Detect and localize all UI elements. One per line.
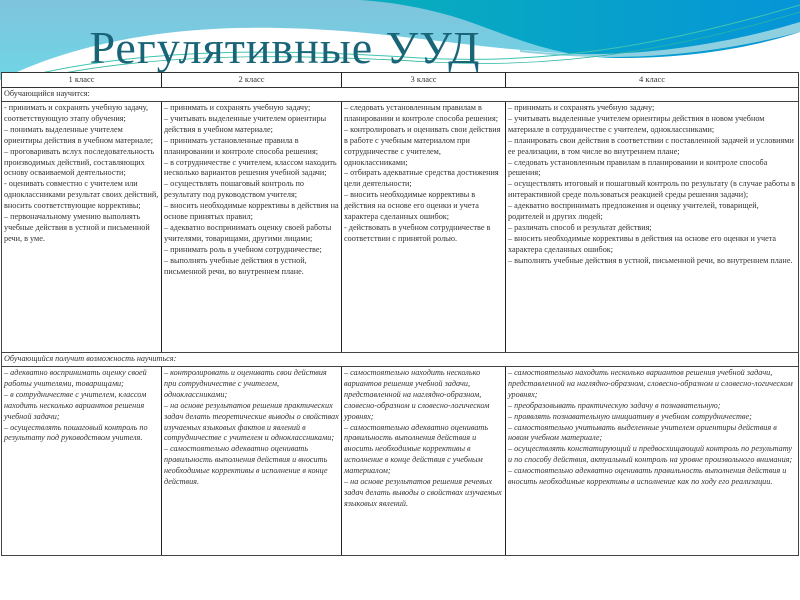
list-item: – самостоятельно адекватно оценивать правильность выполнения действия и вносить необходимые коррективы в исполнение в конце действия.: [164, 444, 328, 487]
uud-table: [1, 72, 799, 556]
list-item: – планировать свои действия в соответствии с поставленной задачей и условиями ее реализации, в том числе во внутреннем плане;: [508, 135, 794, 156]
list-item: – самостоятельно адекватно оценивать правильность выполнения действия и вносить необходимые коррективы в исполнение как по ходу его реализации.: [508, 466, 787, 487]
cell-grade-2: [162, 102, 342, 353]
list-item: – контролировать и оценивать свои действия в работе с учебным материалом при сотрудничестве с учителем, одноклассниками;: [344, 124, 501, 167]
section-heading-row: [2, 88, 799, 102]
list-item: – учитывать выделенные учителем ориентиры действия в новом учебном материале в сотрудничестве с учителем, одноклассниками;: [508, 113, 765, 134]
section-heading-learn: Обучающийся научится:: [2, 88, 799, 102]
section-heading-opportunity: Обучающийся получит возможность научиться:: [2, 353, 799, 367]
list-item: – осуществлять итоговый и пошаговый контроль по результату (в случае работы в интерактивной среде пользоваться реакцией среды решения задачи);: [508, 179, 796, 200]
column-header-1: 1 класс: [2, 73, 162, 88]
list-item: – понимать выделенные учителем ориентиры действия в учебном материале;: [4, 124, 154, 145]
cell-grade-3: [342, 367, 506, 556]
list-item: – принимать и сохранять учебную задачу;: [508, 103, 655, 112]
list-item: – самостоятельно находить несколько вариантов решения учебной задачи, представленной на наглядно-образном, словесно-образном и словесно-логическом уровнях;: [508, 368, 793, 399]
list-item: – проговаривать вслух последовательность производимых действий, составляющих основу осваиваемой деятельности;: [4, 146, 155, 178]
list-item: – выполнять учебные действия в устной, письменной речи, во внутреннем плане.: [164, 255, 307, 276]
list-item: – контролировать и оценивать свои действия при сотрудничестве с учителем, одноклассниками;: [164, 368, 327, 399]
list-item: – в сотрудничестве с учителем, классом находить несколько вариантов решения учебной задачи;: [4, 389, 147, 421]
list-item: – учитывать выделенные учителем ориентиры действия в учебном материале;: [164, 113, 327, 134]
list-item: – на основе результатов решения практических задач делать теоретические выводы о свойствах изучаемых языковых фактов и явлений в сотрудничестве с учителем и одноклассниками;: [164, 400, 339, 443]
table-row: [2, 102, 799, 353]
list-item: – самостоятельно адекватно оценивать правильность выполнения действия и вносить необходимые коррективы в исполнение в конце действия с учебным материалом;: [344, 422, 489, 476]
list-item: – адекватно воспринимать оценку своей работы учителями, товарищами;: [4, 368, 147, 388]
list-item: – выполнять учебные действия в устной, письменной речи, во внутреннем плане.: [508, 255, 793, 265]
column-header-3: 3 класс: [342, 73, 506, 88]
list-item: – вносить необходимые коррективы в действия на основе принятых правил;: [164, 201, 339, 222]
cell-grade-4: [506, 102, 799, 353]
column-header-2: 2 класс: [162, 73, 342, 88]
list-item: – осуществлять констатирующий и предвосхищающий контроль по результату и по способу действия, актуальный контроль на уровне произвольного внимания;: [508, 444, 793, 465]
cell-grade-4: [506, 367, 799, 556]
list-item: – различать способ и результат действия;: [508, 222, 652, 232]
page-title: Регулятивные УУД: [89, 22, 481, 73]
section-heading-row: [2, 353, 799, 367]
list-item: – адекватно воспринимать оценку своей работы учителями, товарищами, другими лицами;: [164, 222, 332, 243]
list-item: – самостоятельно находить несколько вариантов решения учебной задачи, представленной на наглядно-образном, словесно-образном и словесно-логическом уровнях;: [344, 368, 490, 421]
cell-grade-2: [162, 367, 342, 556]
list-item: – следовать установленным правилам в планировании и контроле способа решения;: [508, 157, 768, 178]
list-item: - действовать в учебном сотрудничестве в соответствии с принятой ролью.: [344, 222, 491, 243]
list-item: – вносить необходимые коррективы в действия на основе его оценки и учета характера сделанных ошибок;: [344, 190, 479, 222]
list-item: – осуществлять пошаговый контроль по результату под руководством учителя;: [164, 179, 304, 200]
list-item: – вносить необходимые коррективы в действия на основе его оценки и учета характера сделанных ошибок;: [508, 233, 777, 254]
list-item: – осуществлять пошаговый контроль по результату под руководством учителя.: [4, 422, 148, 443]
list-item: – в сотрудничестве с учителем, классом находить несколько вариантов решения учебной задачи;: [164, 157, 337, 178]
table-header-row: [2, 73, 799, 88]
list-item: – принимать роль в учебном сотрудничестве;: [164, 244, 322, 254]
list-item: – преобразовывать практическую задачу в познавательную;: [508, 400, 721, 410]
list-item: – первоначальному умению выполнять учебные действия в устной и письменной речи, в уме.: [4, 212, 150, 243]
list-item: – отбирать адекватные средства достижения цели деятельности;: [344, 168, 499, 189]
list-item: – принимать установленные правила в планировании и контроле способа решения;: [164, 135, 318, 156]
cell-grade-1: [2, 102, 162, 353]
list-item: – на основе результатов решения речевых задач делать выводы о свойствах изучаемых языковых явлений.: [344, 477, 502, 508]
column-header-4: 4 класс: [506, 73, 799, 88]
list-item: - принимать и сохранять учебную задачу, соответствующую этапу обучения;: [4, 103, 149, 123]
cell-grade-3: [342, 102, 506, 353]
list-item: – принимать и сохранять учебную задачу;: [164, 103, 311, 112]
list-item: – адекватно воспринимать предложения и оценку учителей, товарищей, родителей и других людей;: [508, 201, 759, 222]
list-item: – следовать установленным правилам в планировании и контроле способа решения;: [344, 103, 498, 123]
cell-grade-1: [2, 367, 162, 556]
list-item: - оценивать совместно с учителем или одноклассниками результат своих действий, вносить соответствующие коррективы;: [4, 179, 159, 211]
list-item: – проявлять познавательную инициативу в учебном сотрудничестве;: [508, 411, 752, 421]
table-row: [2, 367, 799, 556]
list-item: – самостоятельно учитывать выделенные учителем ориентиры действия в новом учебном материале;: [508, 422, 777, 443]
